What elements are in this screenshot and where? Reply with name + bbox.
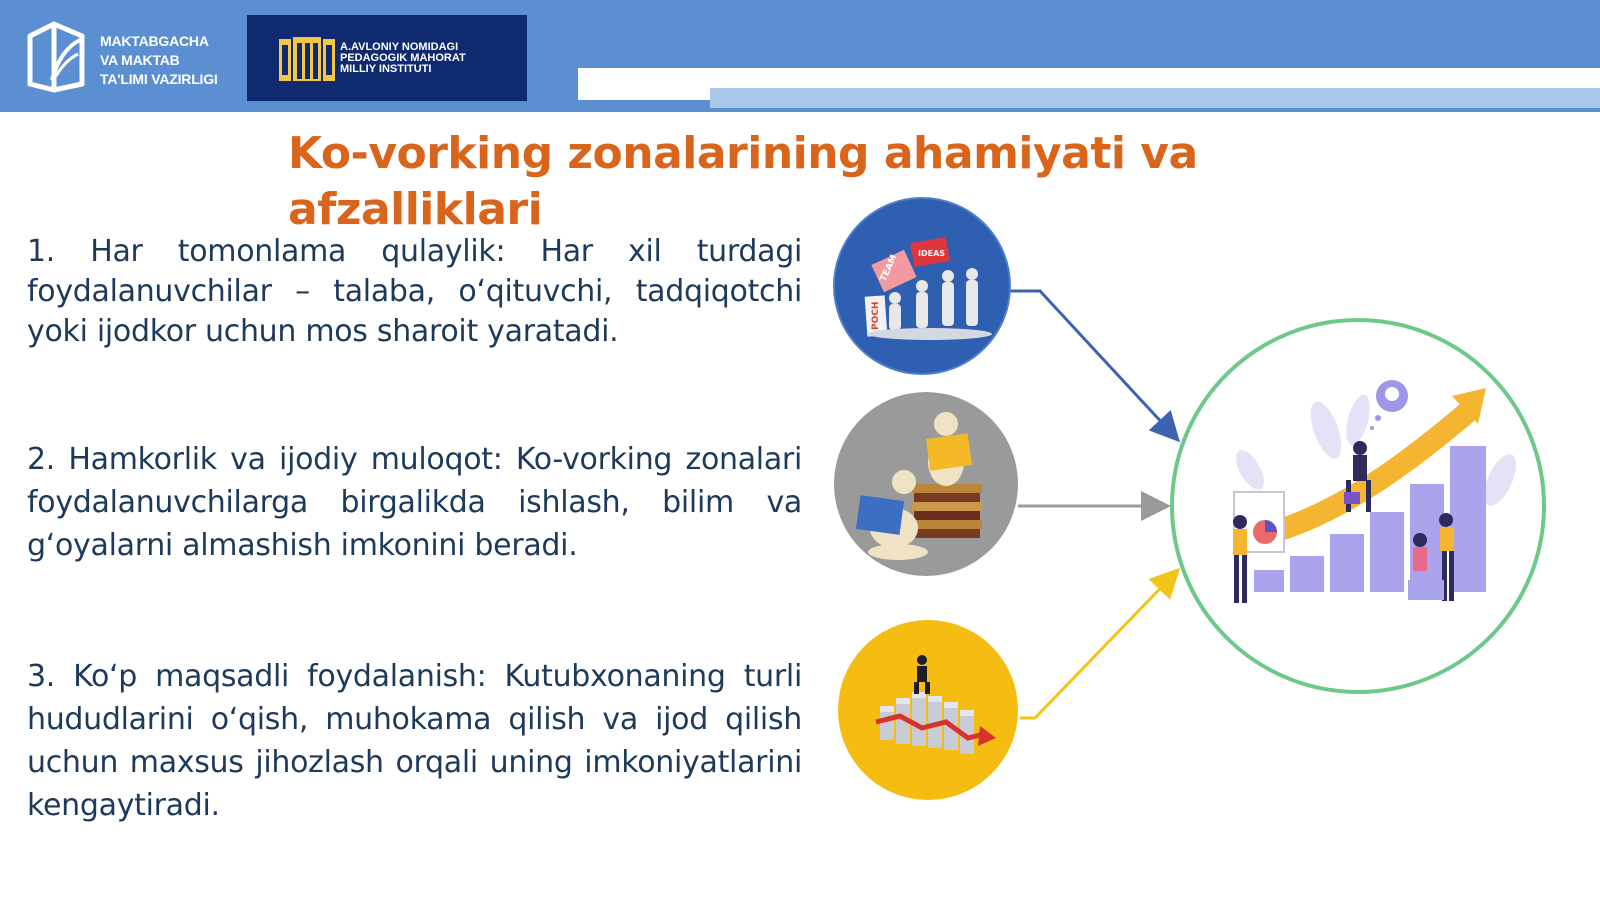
point-3-text: 3. Ko‘p maqsadli foydalanish: Kutubxonaning turli hududlarini o‘qish, muhokama qilish va ijod qilish uchun maxsus jihozlash orqali uning imkoniyatlarini kengaytiradi. — [27, 659, 802, 823]
slide-title: Ko-vorking zonalarining ahamiyati va afzalliklari — [288, 128, 1198, 235]
arrow-yellow — [1020, 570, 1178, 718]
circle-3-growth-image — [838, 620, 1018, 800]
circle-1-team-image — [834, 198, 1010, 374]
circle-2-reading-image — [834, 392, 1018, 576]
block-label-poch: POCH — [871, 301, 881, 330]
ministry-name-line: TA'LIMI VAZIRLIGI — [100, 71, 218, 87]
growth-ring-image — [1172, 320, 1544, 692]
block-label-team: TEAM — [878, 253, 900, 284]
institute-name-line: A.AVLONIY NOMIDAGI — [340, 41, 459, 53]
block-label-ideas: IDEAS — [918, 249, 946, 258]
arrow-blue — [1010, 291, 1178, 440]
ministry-name-line: MAKTABGACHA — [100, 33, 209, 49]
point-1-text: 1. Har tomonlama qulaylik: Har xil turdagi foydalanuvchilar – talaba, o‘qituvchi, tadqiqotchi yoki ijodkor uchun mos sharoit yaratadi. — [27, 234, 802, 349]
institute-name-line: MILLIY INSTITUTI — [340, 63, 432, 75]
ministry-name-line: VA MAKTAB — [100, 52, 180, 68]
institute-name-line: PEDAGOGIK MAHORAT — [340, 52, 466, 64]
point-2-text: 2. Hamkorlik va ijodiy muloqot: Ko-vorking zonalari foydalanuvchilarga birgalikda ishlash, bilim va g‘oyalarni almashish imkonini beradi. — [27, 442, 802, 563]
